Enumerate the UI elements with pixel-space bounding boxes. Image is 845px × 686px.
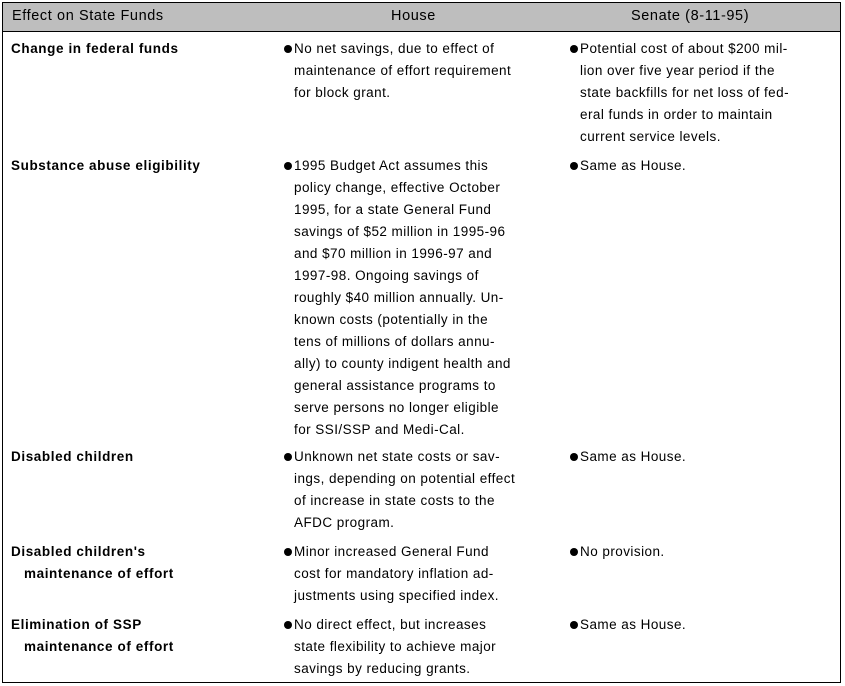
text-line: known costs (potentially in the	[294, 312, 489, 327]
text-line: Potential cost of about $200 mil-	[580, 41, 788, 56]
row-label-disabled-children	[11, 446, 134, 468]
text-line: savings of $52 million in 1995-96	[294, 224, 506, 239]
senate-cell-federal-funds	[570, 38, 789, 148]
text-line: policy change, effective October	[294, 180, 501, 195]
text-line: serve persons no longer eligible	[294, 400, 500, 415]
senate-cell-disabled-children	[570, 446, 686, 468]
text-line: eral funds in order to maintain	[580, 107, 773, 122]
row-label-line: Disabled children's	[11, 544, 146, 559]
header-senate: Senate (8-11-95)	[631, 8, 750, 24]
bullet-icon	[570, 453, 578, 461]
text-line: state flexibility to achieve major	[294, 639, 497, 654]
comparison-table	[2, 2, 841, 683]
house-cell-substance-abuse	[284, 155, 511, 441]
text-line: Minor increased General Fund	[294, 544, 489, 559]
bullet-icon	[570, 621, 578, 629]
bullet-icon	[570, 548, 578, 556]
header-house: House	[391, 8, 436, 24]
text-line: Same as House.	[580, 449, 687, 464]
row-label-line: maintenance of effort	[24, 566, 174, 581]
text-line: general assistance programs to	[294, 378, 496, 393]
row-label-line: Elimination of SSP	[11, 617, 142, 632]
text-line: 1995, for a state General Fund	[294, 202, 492, 217]
text-line: lion over five year period if the	[580, 63, 775, 78]
text-line: cost for mandatory inflation ad-	[294, 566, 494, 581]
row-label-elimination-of-ssp-moe	[11, 614, 174, 658]
senate-cell-disabled-childrens-moe	[570, 541, 665, 563]
bullet-icon	[284, 162, 292, 170]
text-line: savings by reducing grants.	[294, 661, 471, 676]
header-effect-on-state-funds: Effect on State Funds	[12, 8, 164, 24]
text-line: 1995 Budget Act assumes this	[294, 158, 489, 173]
text-line: No direct effect, but increases	[294, 617, 487, 632]
senate-cell-substance-abuse	[570, 155, 686, 177]
bullet-icon	[284, 548, 292, 556]
bullet-icon	[284, 453, 292, 461]
row-label-line: maintenance of effort	[24, 639, 174, 654]
text-line: AFDC program.	[294, 515, 395, 530]
row-label-substance-abuse-eligibility	[11, 155, 201, 177]
house-cell-federal-funds	[284, 38, 511, 104]
text-line: Unknown net state costs or sav-	[294, 449, 501, 464]
house-cell-disabled-childrens-moe	[284, 541, 499, 607]
text-line: Same as House.	[580, 158, 687, 173]
bullet-icon	[570, 45, 578, 53]
house-cell-elimination-of-ssp-moe	[284, 614, 496, 680]
text-line: current service levels.	[580, 129, 721, 144]
row-label-disabled-childrens-moe	[11, 541, 174, 585]
text-line: ally) to county indigent health and	[294, 356, 511, 371]
bullet-icon	[284, 621, 292, 629]
text-line: of increase in state costs to the	[294, 493, 495, 508]
row-label-line: Disabled children	[11, 449, 134, 464]
text-line: No provision.	[580, 544, 665, 559]
row-label-change-in-federal-funds	[11, 38, 179, 60]
text-line: tens of millions of dollars annu-	[294, 334, 495, 349]
text-line: for SSI/SSP and Medi-Cal.	[294, 422, 465, 437]
table-header	[3, 3, 840, 32]
text-line: justments using specified index.	[294, 588, 500, 603]
text-line: roughly $40 million annually. Un-	[294, 290, 504, 305]
house-cell-disabled-children	[284, 446, 515, 534]
row-label-line: Change in federal funds	[11, 41, 179, 56]
row-label-line: Substance abuse eligibility	[11, 158, 201, 173]
bullet-icon	[284, 45, 292, 53]
text-line: ings, depending on potential effect	[294, 471, 516, 486]
text-line: state backfills for net loss of fed-	[580, 85, 790, 100]
text-line: 1997-98. Ongoing savings of	[294, 268, 479, 283]
bullet-icon	[570, 162, 578, 170]
senate-cell-elimination-of-ssp-moe	[570, 614, 686, 636]
text-line: Same as House.	[580, 617, 687, 632]
text-line: and $70 million in 1996-97 and	[294, 246, 493, 261]
text-line: for block grant.	[294, 85, 391, 100]
text-line: maintenance of effort requirement	[294, 63, 512, 78]
text-line: No net savings, due to effect of	[294, 41, 495, 56]
